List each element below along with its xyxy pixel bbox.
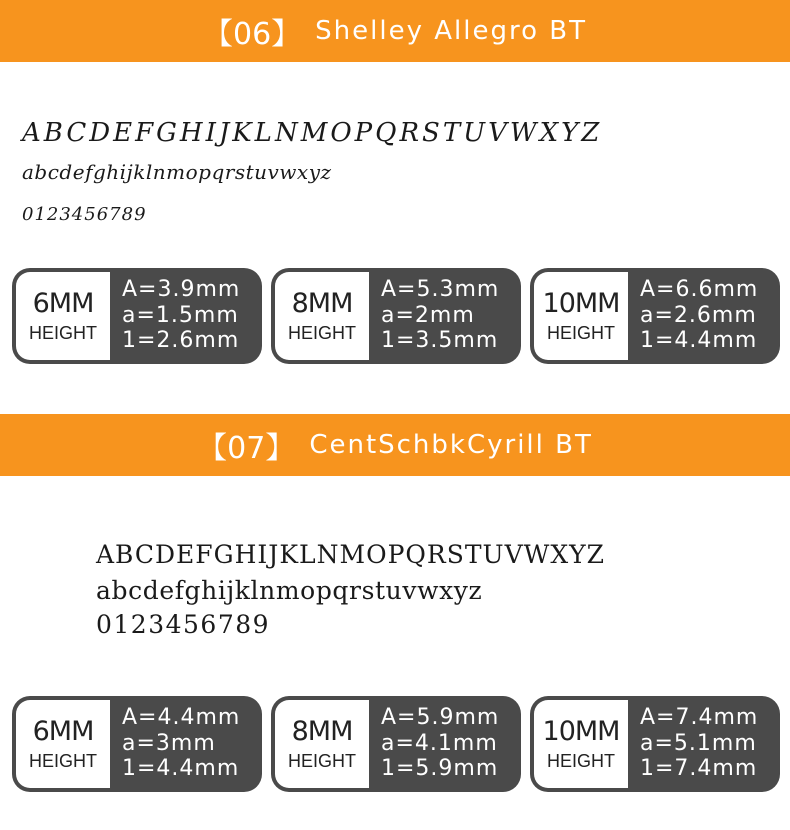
size-box bbox=[16, 272, 110, 360]
sample-digits: 0123456789 bbox=[96, 610, 271, 639]
size-box bbox=[534, 272, 628, 360]
section-number: 【07】 bbox=[197, 431, 296, 466]
spec-list bbox=[122, 705, 240, 782]
spec-line: a=1.5mm bbox=[122, 302, 239, 328]
spec-list bbox=[640, 277, 758, 354]
size-box bbox=[275, 700, 369, 788]
spec-line: A=5.9mm bbox=[381, 705, 500, 730]
spec-line: a=3mm bbox=[122, 730, 216, 756]
size-card bbox=[12, 268, 262, 364]
size-card bbox=[12, 696, 262, 792]
spec-list bbox=[122, 277, 240, 354]
section-06-banner bbox=[0, 0, 790, 62]
sample-lowercase: abcdefghijklnmopqrstuvwxyz bbox=[96, 576, 483, 605]
sample-uppercase: ABCDEFGHIJKLNMOPQRSTUVWXYZ bbox=[22, 118, 603, 148]
spec-line: a=5.1mm bbox=[640, 730, 757, 756]
section-number: 【06】 bbox=[202, 17, 302, 52]
height-label: HEIGHT bbox=[28, 751, 97, 771]
sample-uppercase: ABCDEFGHIJKLNMOPQRSTUVWXYZ bbox=[96, 540, 606, 569]
sample-lowercase: abcdefghijklnmopqrstuvwxyz bbox=[22, 160, 332, 184]
spec-line: 1=2.6mm bbox=[122, 328, 240, 353]
section-07-banner bbox=[0, 414, 790, 476]
size-box bbox=[275, 272, 369, 360]
size-box bbox=[16, 700, 110, 788]
size-value: 10MM bbox=[542, 716, 620, 747]
size-card bbox=[530, 268, 780, 364]
height-label: HEIGHT bbox=[546, 323, 615, 343]
sample-digits: 0123456789 bbox=[22, 204, 147, 225]
spec-line: A=7.4mm bbox=[640, 705, 759, 730]
spec-line: A=5.3mm bbox=[381, 277, 500, 302]
spec-line: 1=4.4mm bbox=[122, 756, 240, 781]
spec-line: a=2.6mm bbox=[640, 302, 757, 328]
size-cards-06 bbox=[12, 268, 780, 364]
size-value: 8MM bbox=[291, 288, 353, 319]
font-name-title: CentSchbkCyrill BT bbox=[309, 430, 593, 460]
spec-list bbox=[381, 277, 499, 354]
spec-line: A=6.6mm bbox=[640, 277, 759, 302]
spec-line: 1=3.5mm bbox=[381, 328, 499, 353]
height-label: HEIGHT bbox=[287, 751, 356, 771]
size-box bbox=[534, 700, 628, 788]
spec-list bbox=[640, 705, 758, 782]
size-card bbox=[271, 268, 521, 364]
spec-line: a=2mm bbox=[381, 302, 475, 328]
size-card bbox=[530, 696, 780, 792]
size-value: 10MM bbox=[542, 288, 620, 319]
spec-list bbox=[381, 705, 499, 782]
size-value: 6MM bbox=[32, 288, 94, 319]
size-value: 6MM bbox=[32, 716, 94, 747]
spec-line: a=4.1mm bbox=[381, 730, 498, 756]
size-value: 8MM bbox=[291, 716, 353, 747]
spec-line: 1=7.4mm bbox=[640, 756, 758, 781]
size-cards-07 bbox=[12, 696, 780, 792]
spec-line: A=3.9mm bbox=[122, 277, 241, 302]
font-name-title: Shelley Allegro BT bbox=[315, 16, 587, 46]
size-card bbox=[271, 696, 521, 792]
height-label: HEIGHT bbox=[287, 323, 356, 343]
spec-line: 1=4.4mm bbox=[640, 328, 758, 353]
height-label: HEIGHT bbox=[28, 323, 97, 343]
height-label: HEIGHT bbox=[546, 751, 615, 771]
spec-line: A=4.4mm bbox=[122, 705, 241, 730]
spec-line: 1=5.9mm bbox=[381, 756, 499, 781]
